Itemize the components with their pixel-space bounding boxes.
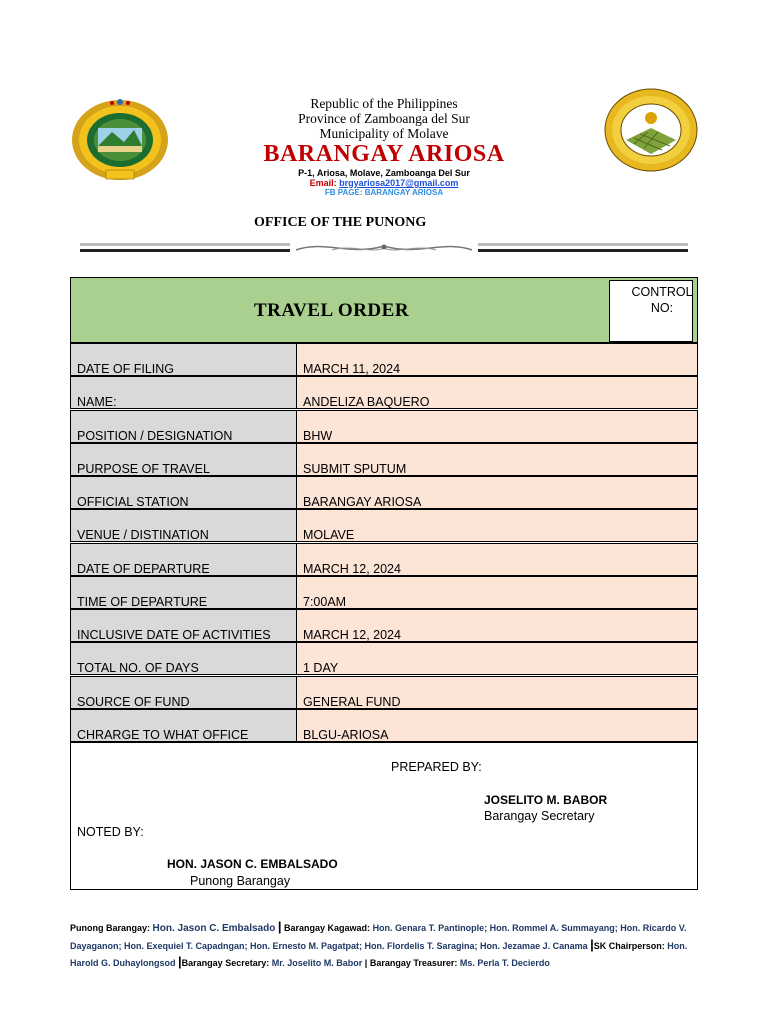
- footer-line-2: [70, 937, 700, 955]
- signature-block: [70, 742, 698, 890]
- fb-page-line: [220, 188, 548, 197]
- form-row: [70, 410, 698, 443]
- footer-separator: |: [277, 919, 282, 934]
- form-row-value: GENERAL FUND: [297, 676, 698, 709]
- form-row-value: BLGU-ARIOSA: [297, 709, 698, 742]
- fb-label: FB PAGE:: [324, 188, 363, 197]
- header-rule-top-left: [80, 243, 290, 246]
- republic-line: Republic of the Philippines: [310, 96, 458, 111]
- barangay-ariosa-seal: [68, 92, 172, 184]
- fb-page-name: BARANGAY ARIOSA: [364, 188, 444, 197]
- form-row-label: DATE OF DEPARTURE: [70, 543, 297, 576]
- footer-treas-label: Barangay Treasurer:: [369, 958, 458, 968]
- header-rule-left: [80, 249, 290, 252]
- form-row-value: ANDELIZA BAQUERO: [297, 376, 698, 409]
- footer-sk-label: SK Chairperson:: [593, 940, 665, 951]
- form-row: [70, 443, 698, 476]
- form-row-label: VENUE / DISTINATION: [70, 509, 297, 542]
- footer-line-1: [70, 919, 700, 937]
- noted-by-label: NOTED BY:: [77, 825, 144, 839]
- molave-municipal-seal: [604, 88, 698, 172]
- header-rule-top-right: [478, 243, 688, 246]
- barangay-address: P-1, Ariosa, Molave, Zamboanga Del Sur: [298, 168, 470, 178]
- footer-line-3: [70, 954, 700, 972]
- email-line: [220, 178, 548, 188]
- form-row-label: TOTAL NO. OF DAYS: [70, 642, 297, 675]
- footer-sk-name-2: Harold G. Duhaylongsod: [70, 958, 176, 968]
- office-title: OFFICE OF THE PUNONG: [254, 215, 427, 230]
- form-row-value: BARANGAY ARIOSA: [297, 476, 698, 509]
- footer-separator: |: [364, 958, 368, 968]
- form-row-label: SOURCE OF FUND: [70, 676, 297, 709]
- form-row-value: MARCH 12, 2024: [297, 543, 698, 576]
- control-label-2: NO:: [650, 301, 674, 315]
- header-rule-right: [478, 249, 688, 252]
- barangay-name: BARANGAY ARIOSA: [263, 141, 505, 167]
- form-row: [70, 709, 698, 742]
- form-row-label: OFFICIAL STATION: [70, 476, 297, 509]
- form-row: [70, 476, 698, 509]
- form-row-value: 1 DAY: [297, 642, 698, 675]
- form-row-value: MARCH 12, 2024: [297, 609, 698, 642]
- form-row-value: BHW: [297, 410, 698, 443]
- form-row-value: SUBMIT SPUTUM: [297, 443, 698, 476]
- footer-kag-names-2: Dayaganon; Hon. Exequiel T. Capadngan; Hon. Ernesto M. Pagatpat; Hon. Flordelis T. Saragina; Hon. Jezamae J. Canama: [70, 940, 588, 951]
- footer-separator: |: [178, 954, 182, 969]
- travel-order-title: TRAVEL ORDER: [254, 300, 410, 321]
- footer-kag-label: Barangay Kagawad:: [284, 923, 371, 933]
- control-label: [620, 284, 704, 316]
- footer-sec-name: Mr. Joselito M. Babor: [271, 958, 363, 968]
- form-row-label: CHRARGE TO WHAT OFFICE: [70, 709, 297, 742]
- form-row: [70, 376, 698, 409]
- email-label: Email:: [309, 178, 337, 188]
- prepared-by-label: PREPARED BY:: [391, 760, 482, 774]
- footer-pb-label: Punong Barangay:: [70, 923, 151, 933]
- footer-separator: |: [590, 936, 594, 952]
- form-row: [70, 609, 698, 642]
- footer-pb-name: Hon. Jason C. Embalsado: [152, 923, 276, 934]
- noted-by-title: Punong Barangay: [190, 874, 291, 888]
- footer-officials: [70, 919, 700, 972]
- prepared-by-name: JOSELITO M. BABOR: [484, 793, 608, 807]
- form-row: [70, 343, 698, 376]
- form-row: [70, 576, 698, 609]
- form-row: [70, 642, 698, 675]
- form-row-label: PURPOSE OF TRAVEL: [70, 443, 297, 476]
- form-row-value: 7:00AM: [297, 576, 698, 609]
- form-row-label: TIME OF DEPARTURE: [70, 576, 297, 609]
- control-label-1: CONTROL: [631, 285, 693, 299]
- footer-treas-name: Ms. Perla T. Decierdo: [459, 958, 550, 968]
- form-row: [70, 509, 698, 542]
- prepared-by-title: Barangay Secretary: [484, 809, 595, 823]
- form-row-label: INCLUSIVE DATE OF ACTIVITIES: [70, 609, 297, 642]
- footer-sec-label: Barangay Secretary:: [181, 958, 270, 968]
- municipality-line: Municipality of Molave: [319, 126, 449, 141]
- form-row-label: DATE OF FILING: [70, 343, 297, 376]
- form-row: [70, 676, 698, 709]
- province-line: Province of Zamboanga del Sur: [298, 111, 470, 126]
- ornament-flourish-icon: [292, 238, 476, 258]
- form-row-label: NAME:: [70, 376, 297, 409]
- email-link[interactable]: brgyariosa2017@gmail.com: [339, 178, 459, 188]
- noted-by-name: HON. JASON C. EMBALSADO: [167, 857, 338, 871]
- form-row: [70, 543, 698, 576]
- form-row-value: MARCH 11, 2024: [297, 343, 698, 376]
- footer-sk-name-1: Hon.: [667, 940, 688, 951]
- footer-kag-names-1: Hon. Genara T. Pantinople; Hon. Rommel A. Summayang; Hon. Ricardo V.: [372, 923, 687, 933]
- form-row-label: POSITION / DESIGNATION: [70, 410, 297, 443]
- form-row-value: MOLAVE: [297, 509, 698, 542]
